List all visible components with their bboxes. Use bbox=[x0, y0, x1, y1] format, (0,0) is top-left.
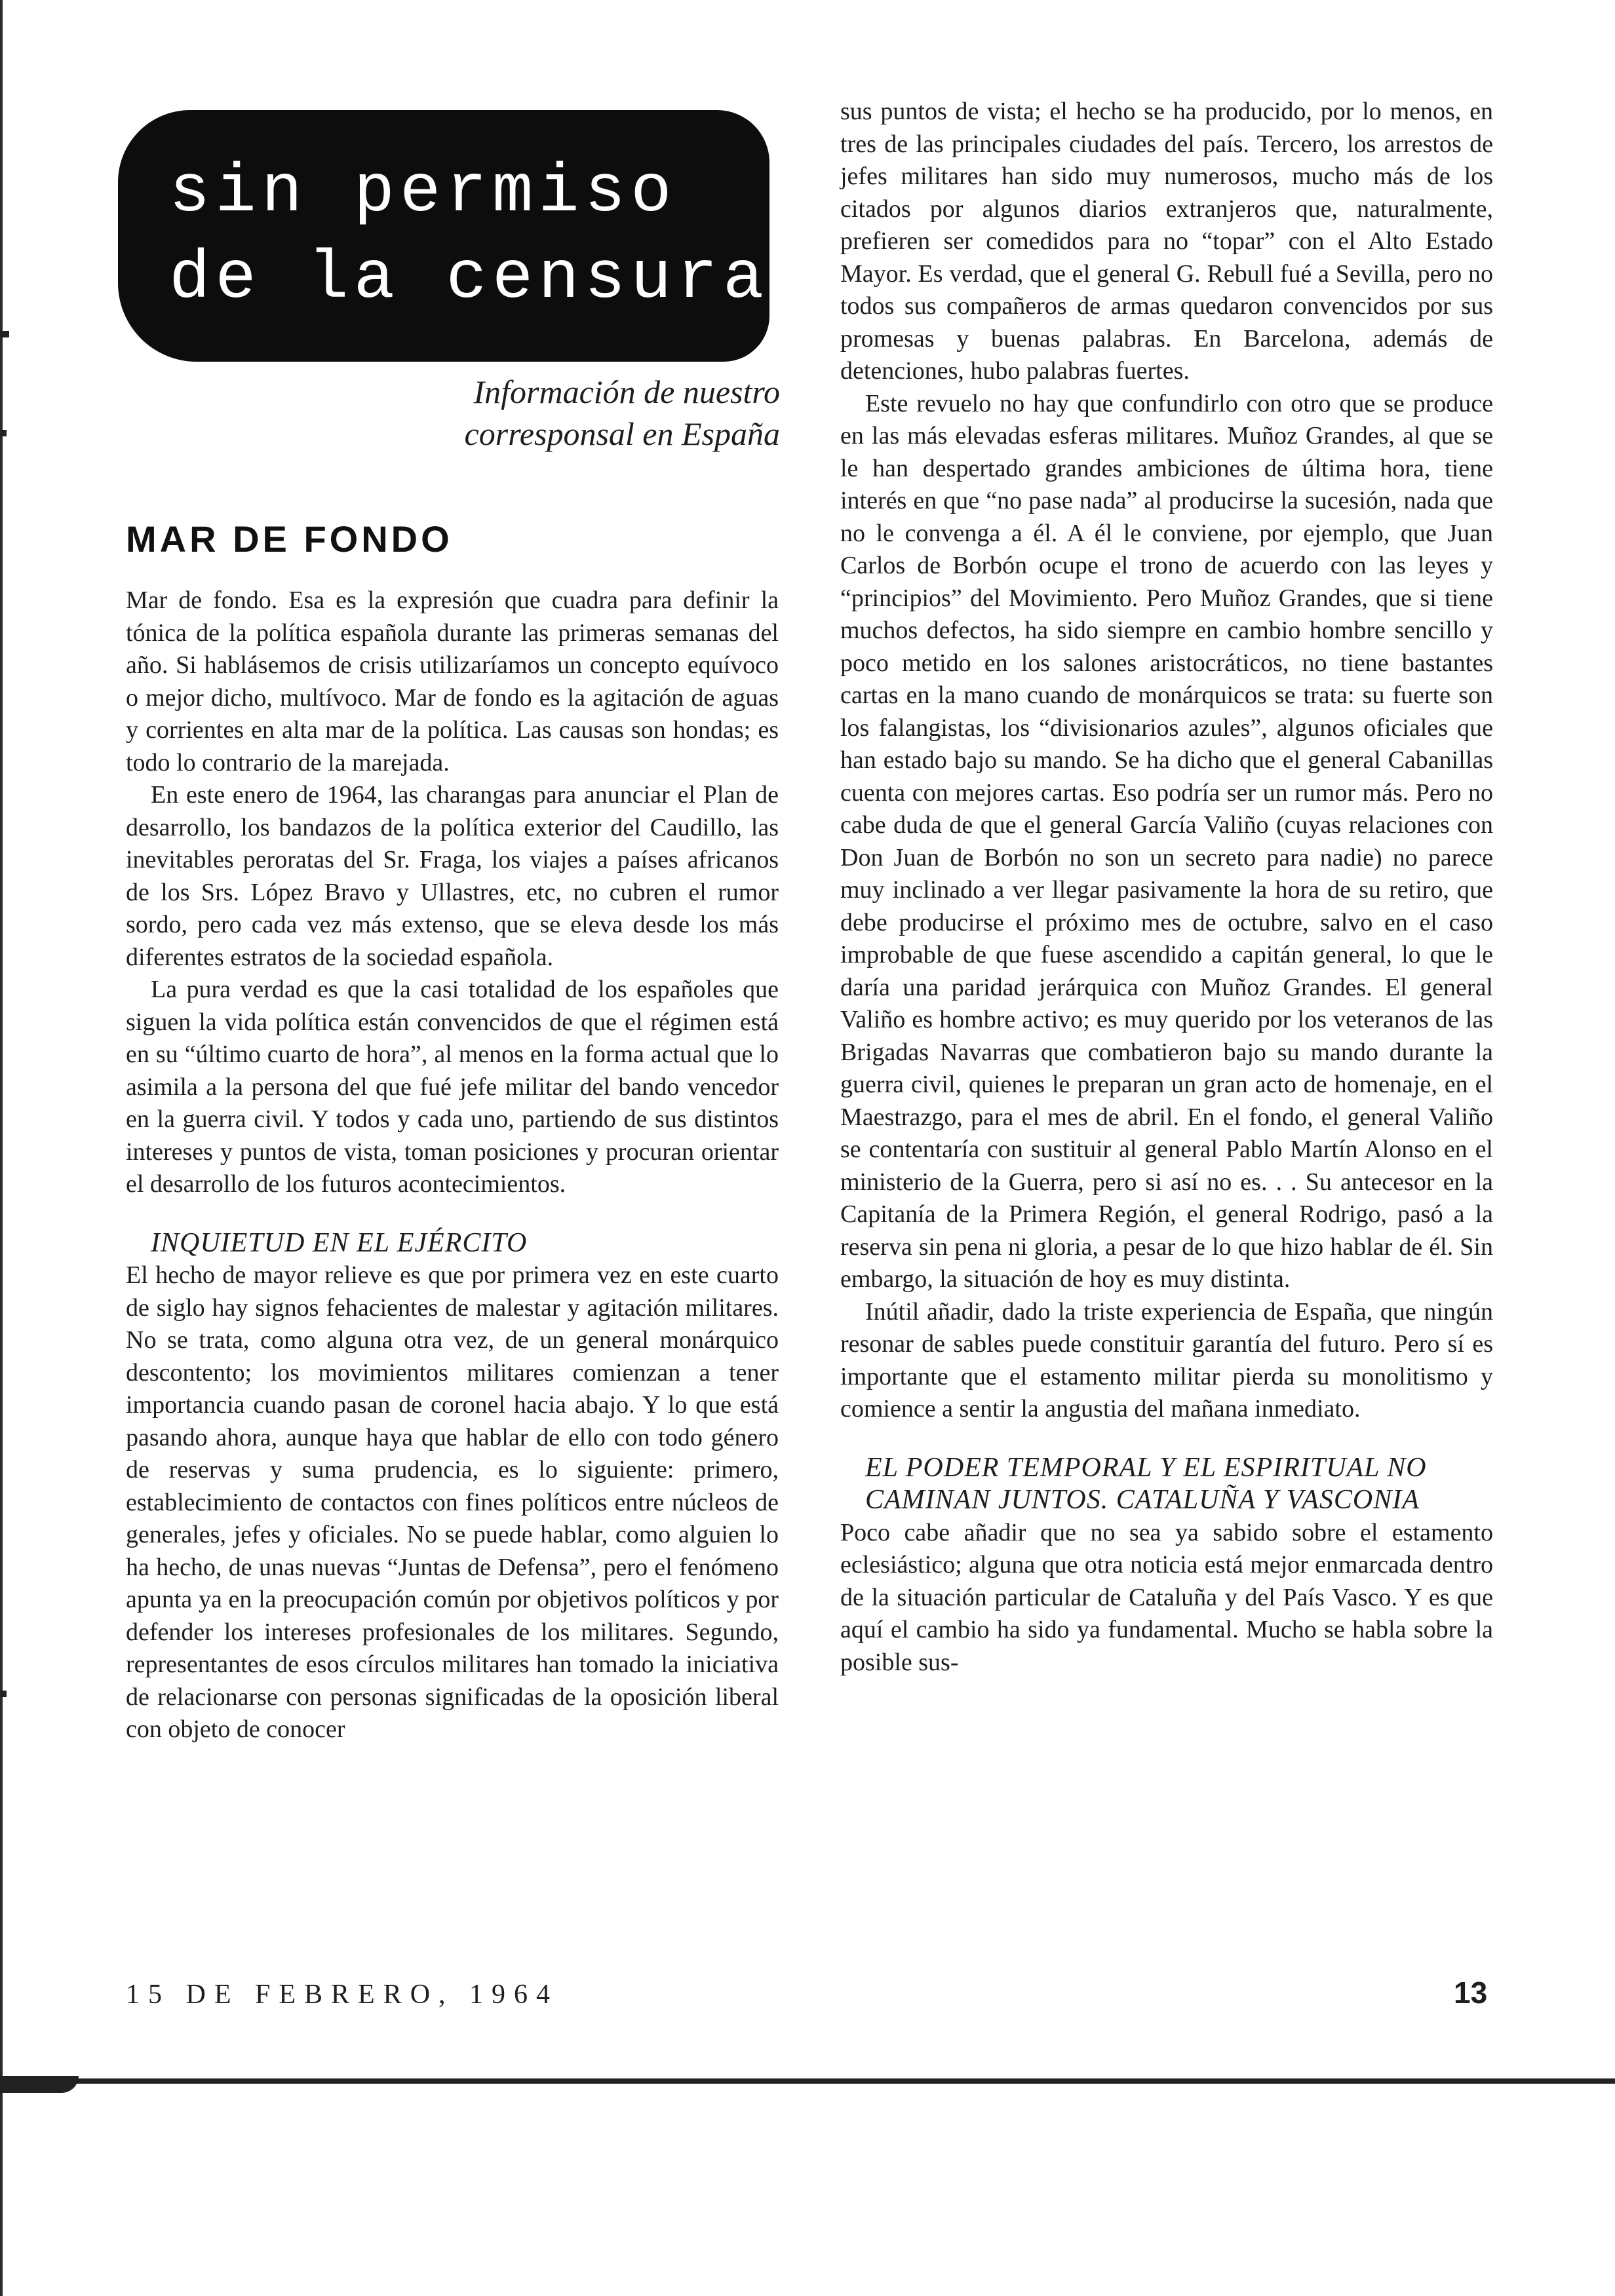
paragraph: En este enero de 1964, las charangas para anunciar el Plan de desarrollo, los bandazos de la política exterior del Caudillo, las inevitables peroratas del Sr. Fraga, los viajes a países africanos de los Srs. López Bravo y Ullastres, etc, no cubren el rumor sordo, pero cada vez más extenso, que se eleva desde los más diferentes estratos de la sociedad española. bbox=[126, 781, 779, 971]
byline bbox=[367, 371, 780, 455]
page-edge bbox=[0, 0, 3, 2296]
paragraph: Este revuelo no hay que confundirlo con otro que se produce en las más elevadas esferas militares. Muñoz Grandes, al que se le han despertado grandes ambiciones de última hora, tiene interés en que “no pase nada” al producirse la sucesión, nada que no le convenga a él. A él le conviene, por ejemplo, que Juan Carlos de Borbón ocupe el trono de acuerdo con las leyes y “principios” del Movimiento. Pero Muñoz Grandes, que si tiene muchos defectos, ha sido siempre en cambio hombre sencillo y poco metido en los salones aristocráticos, no tiene bastantes cartas en la mano cuando de monárquicos se trata: su fuerte son los falangistas, los “divisionarios azules”, algunos oficiales que han estado bajo su mando. Se ha dicho que el general Cabanillas cuenta con mejores cartas. Eso podría ser un rumor más. Pero no cabe duda de que el general García Valiño (cuyas relaciones con Don Juan de Borbón no son un secreto para nadie) no parece muy inclinado a ver llegar pasivamente la hora de su retiro, que debe producirse el próximo mes de octubre, salvo en el caso improbable de que fuese ascendido a capitán general, lo que le daría una paridad jerárquica con Muñoz Grandes. El general Valiño es hombre activo; es muy querido por los veteranos de las Brigadas Navarras que combatieron bajo su mando durante la guerra civil, quienes le preparan un gran acto de homenaje, en el Maestrazgo, para el mes de abril. En el fondo, el general Valiño se contentaría con sustituir al general Pablo Martín Alonso en el ministerio de la Guerra, pero si así no es. . . Su antecesor en la Capitanía de la Primera Región, el general Rodrigo, pasó a la reserva sin pena ni gloria, a pesar de lo que hizo hablar de él. Sin embargo, la situación de hoy es muy distinta. bbox=[840, 389, 1493, 1293]
masthead-banner bbox=[118, 110, 769, 362]
paragraph: Inútil añadir, dado la triste experiencia de España, que ningún resonar de sables puede constituir garantía del futuro. Pero sí es importante que el estamento militar pierda su monolitismo y comience a sentir la angustia del mañana inmediato. bbox=[840, 1297, 1493, 1423]
subheading: INQUIETUD EN EL EJÉRCITO bbox=[151, 1227, 528, 1258]
right-column bbox=[840, 96, 1493, 1679]
paragraph: sus puntos de vista; el hecho se ha producido, por lo menos, en tres de las principales ciudades del país. Tercero, los arrestos de jefes militares han sido muy numerosos, mucho más de los citados por algunos diarios extranjeros que, naturalmente, prefieren ser comedidos para no “topar” con el Alto Estado Mayor. Es verdad, que el general G. Rebull fué a Sevilla, pero no todos sus compañeros de armas quedaron convencidos por sus promesas y buenas palabras. En Barcelona, además de detenciones, hubo palabras fuertes. bbox=[840, 98, 1493, 385]
edge-mark bbox=[0, 331, 9, 337]
paragraph: Mar de fondo. Esa es la expresión que cuadra para definir la tónica de la política española durante las primeras semanas del año. Si hablásemos de crisis utilizaríamos un concepto equívoco o mejor dicho, multívoco. Mar de fondo es la agitación de aguas y corrientes en alta mar de la política. Las causas son hondas; es todo lo contrario de la marejada. bbox=[126, 586, 779, 776]
subheading-line-1: EL PODER TEMPORAL Y EL ESPIRITUAL NO bbox=[865, 1452, 1427, 1483]
edge-mark bbox=[0, 430, 7, 436]
issue-date: 15 DE FEBRERO, 1964 bbox=[126, 1980, 559, 2010]
paragraph: Poco cabe añadir que no sea ya sabido sobre el estamento eclesiástico; alguna que otra noticia está mejor enmarcada dentro de la situación particular de Cataluña y del País Vasco. Y es que aquí el cambio ha sido ya fundamental. Mucho se habla sobre la posible sus- bbox=[840, 1518, 1493, 1676]
bottom-rule bbox=[0, 2078, 1615, 2084]
bottom-rule-corner bbox=[0, 2076, 79, 2093]
masthead-line-2: de la censura bbox=[169, 240, 769, 318]
byline-line-1: Información de nuestro bbox=[473, 373, 780, 410]
paragraph: La pura verdad es que la casi totalidad de los españoles que siguen la vida política están convencidos de que el régimen está en su “último cuarto de hora”, al menos en la forma actual que lo asimila a la persona del que fué jefe militar del bando vencedor en la guerra civil. Y todos y cada uno, partiendo de sus distintos intereses y puntos de vista, toman posiciones y procuran orientar el desarrollo de los futuros acontecimientos. bbox=[126, 976, 779, 1198]
paragraph: El hecho de mayor relieve es que por primera vez en este cuarto de siglo hay signos fehacientes de malestar y agitación militares. No se trata, como alguna otra vez, de un general monárquico descontento; los movimientos militares comienzan a tener importancia cuando pasan de coronel hacia abajo. Y lo que está pasando ahora, aunque haya que hablar de ello con todo género de reservas y suma prudencia, es lo siguiente: primero, establecimiento de contactos con fines políticos entre núcleos de generales, jefes y oficiales. No se puede hablar, como alguien lo ha hecho, de unas nuevas “Juntas de Defensa”, pero el fenómeno apunta ya en la preocupación común por objetivos políticos y por defender los intereses profesionales de los militares. Segundo, representantes de esos círculos militares han tomado la iniciativa de relacionarse con personas significadas de la oposición liberal con objeto de conocer bbox=[126, 1261, 779, 1743]
page-number: 13 bbox=[1454, 1976, 1488, 2010]
section-title: MAR DE FONDO bbox=[126, 518, 453, 560]
left-column bbox=[126, 584, 779, 1746]
byline-line-2: corresponsal en España bbox=[464, 415, 780, 452]
edge-mark bbox=[0, 1691, 7, 1697]
masthead-line-1: sin permiso bbox=[169, 154, 677, 231]
subheading-line-2: CAMINAN JUNTOS. CATALUÑA Y VASCONIA bbox=[865, 1485, 1420, 1515]
